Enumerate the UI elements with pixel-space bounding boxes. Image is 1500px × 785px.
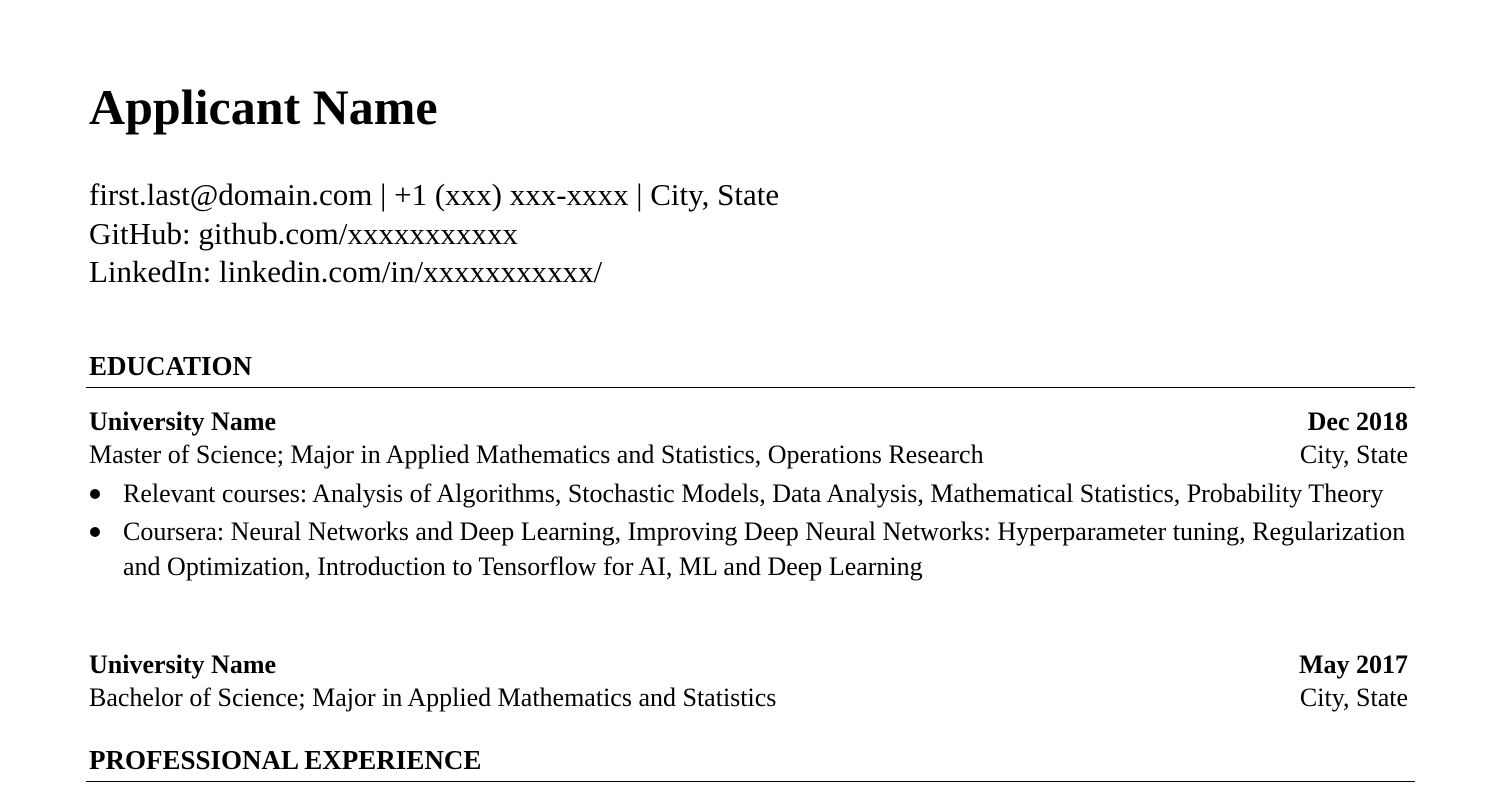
experience-section-rule (86, 781, 1415, 782)
degree-text: Master of Science; Major in Applied Mathematics and Statistics, Operations Research (89, 440, 984, 469)
education-entry-masters (89, 406, 1408, 587)
bullet-dot-icon (90, 489, 100, 499)
entry-date: Dec 2018 (1307, 407, 1408, 436)
experience-section-title: PROFESSIONAL EXPERIENCE (89, 745, 482, 775)
entry-date: May 2017 (1298, 650, 1408, 679)
bullet-dot-icon (90, 527, 100, 537)
school-name: University Name (89, 407, 277, 436)
bullet-text: Relevant courses: Analysis of Algorithms, Stochastic Models, Data Analysis, Mathematical Statistics, Probability Theory (123, 479, 1384, 508)
entry-location: City, State (1299, 440, 1408, 469)
bullet-text: Coursera: Neural Networks and Deep Learning, Improving Deep Neural Networks: Hyperparameter tuning, Regularization and Optimization, Introduction to Tensorflow for AI, ML and Deep Learning (123, 517, 1406, 581)
education-entry-bachelors (89, 649, 1408, 715)
list-item (89, 476, 1408, 511)
entry-subheader (89, 438, 1408, 472)
contact-block (89, 176, 779, 292)
degree-text: Bachelor of Science; Major in Applied Mathematics and Statistics (89, 683, 777, 712)
school-name: University Name (89, 650, 277, 679)
entry-subheader (89, 681, 1408, 715)
courses-list (89, 476, 1408, 584)
education-section-title: EDUCATION (89, 351, 253, 381)
list-item (89, 514, 1408, 584)
education-section-rule (86, 387, 1415, 388)
entry-header (89, 649, 1408, 681)
entry-header (89, 406, 1408, 438)
entry-location: City, State (1299, 683, 1408, 712)
resume-page (89, 0, 1415, 785)
applicant-name: Applicant Name (89, 79, 438, 135)
linkedin-line: LinkedIn: linkedin.com/in/xxxxxxxxxxx/ (89, 254, 603, 289)
contact-line: first.last@domain.com | +1 (xxx) xxx-xxxx | City, State (89, 177, 780, 212)
github-line: GitHub: github.com/xxxxxxxxxxx (89, 215, 518, 251)
